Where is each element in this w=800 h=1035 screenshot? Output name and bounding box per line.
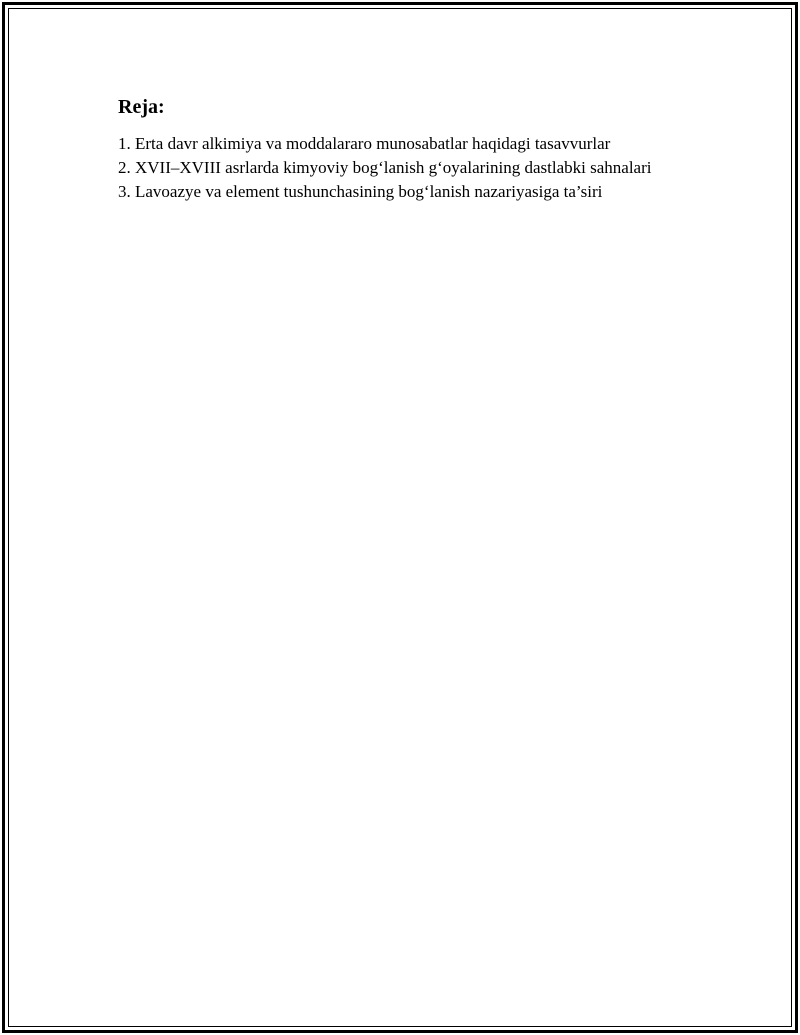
plan-item-2: 2. XVII–XVIII asrlarda kimyoviy bog‘lanish g‘oyalarining dastlabki sahnalari — [118, 158, 652, 177]
plan-item-1: 1. Erta davr alkimiya va moddalararo munosabatlar haqidagi tasavvurlar — [118, 134, 611, 153]
plan-item-3: 3. Lavoazye va element tushunchasining bog‘lanish nazariyasiga ta’siri — [118, 182, 603, 201]
page-content — [118, 94, 658, 204]
plan-heading: Reja: — [118, 96, 165, 118]
plan-list — [118, 132, 658, 204]
